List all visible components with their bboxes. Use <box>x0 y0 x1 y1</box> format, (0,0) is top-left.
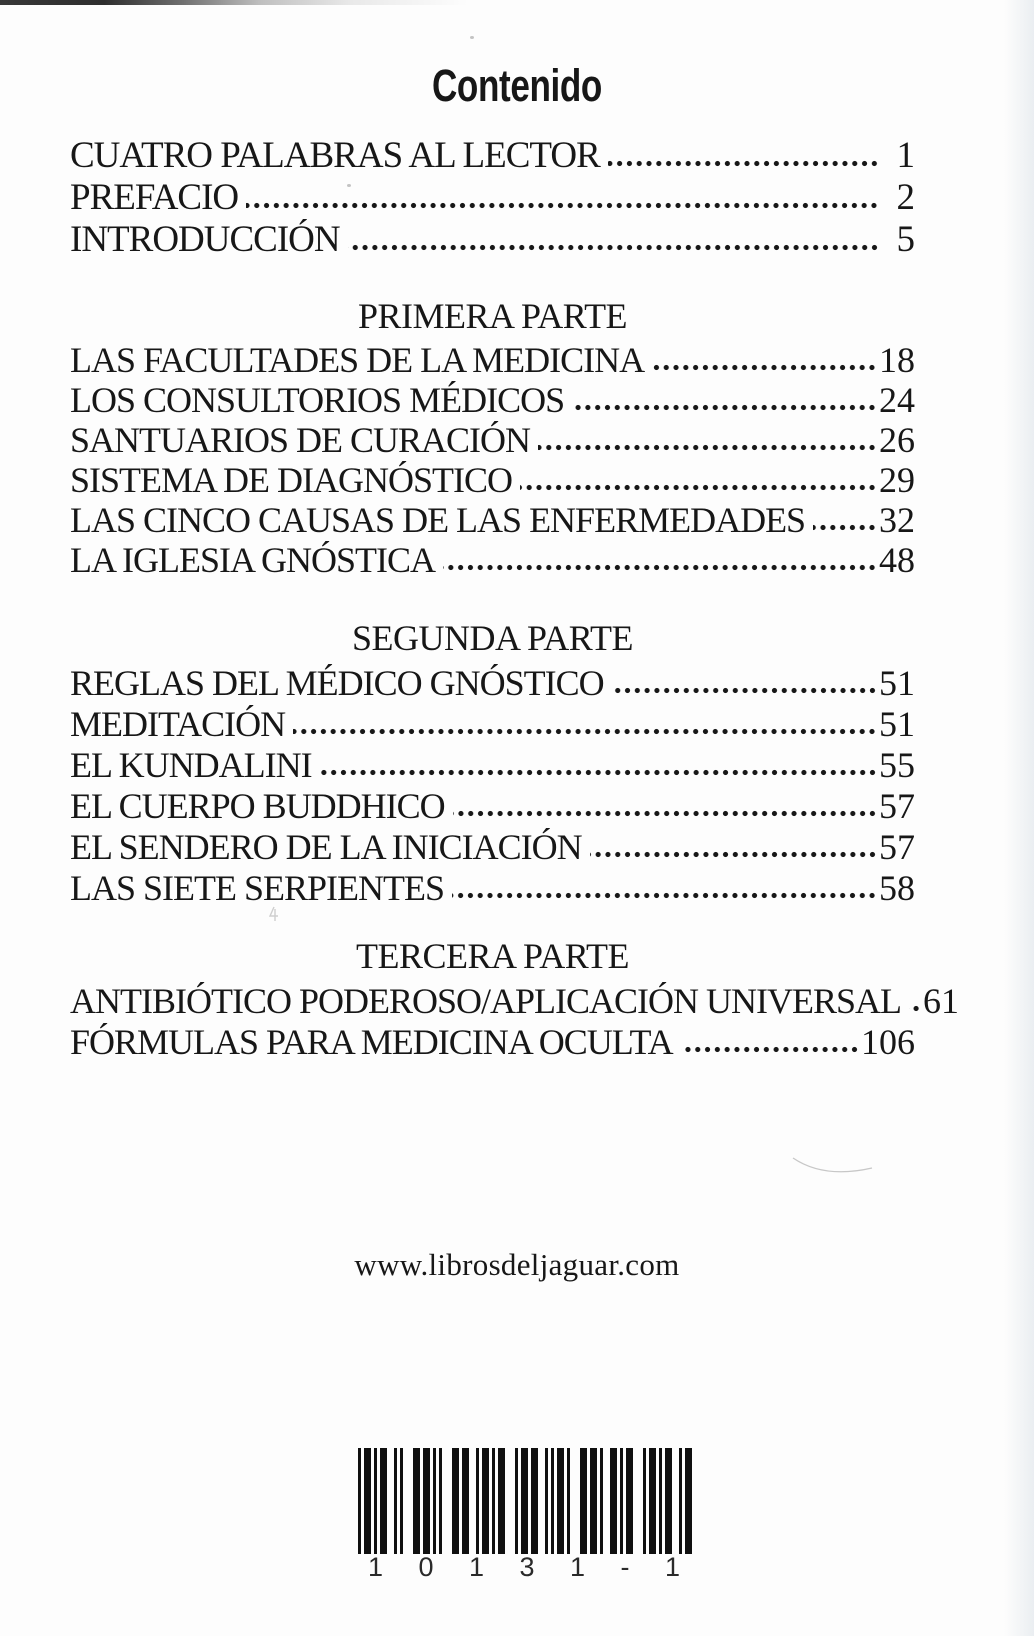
toc-entry-page: 18 <box>879 340 915 380</box>
barcode-bar <box>531 1448 538 1554</box>
barcode-bar <box>482 1448 489 1554</box>
barcode-bar <box>364 1448 371 1554</box>
dot-leader <box>652 364 877 371</box>
dot-leader <box>246 202 879 209</box>
toc-entry <box>70 132 915 174</box>
website-url: www.librosdeljaguar.com <box>354 1247 680 1282</box>
barcode-bar <box>600 1448 603 1554</box>
barcode-digit: 1 <box>664 1552 680 1582</box>
scan-artifact-mark <box>266 904 282 924</box>
toc-entry-page: 48 <box>879 540 915 580</box>
toc-entry <box>70 538 915 578</box>
barcode-bar <box>590 1448 597 1554</box>
barcode-bar <box>462 1448 469 1554</box>
toc-entry-label: EL SENDERO DE LA INICIACIÓN <box>70 827 582 867</box>
barcode-bar <box>521 1448 528 1554</box>
barcode-bar <box>413 1448 420 1554</box>
toc-entry-page: 5 <box>896 219 915 260</box>
barcode-bar <box>679 1448 682 1554</box>
barcode-bar <box>498 1448 505 1554</box>
toc-entry-label: LAS FACULTADES DE LA MEDICINA <box>70 340 645 380</box>
toc-entry-page: 106 <box>861 1022 915 1062</box>
dot-leader <box>590 851 877 858</box>
toc-entry-label: LAS CINCO CAUSAS DE LAS ENFERMEDADES <box>70 500 806 540</box>
dot-leader <box>348 244 879 251</box>
barcode-digit: - <box>620 1552 630 1582</box>
toc-entry <box>70 216 915 258</box>
dot-leader <box>612 687 877 694</box>
toc-entry <box>70 1019 915 1060</box>
dot-leader <box>452 892 877 899</box>
scan-artifact-speck <box>470 36 474 39</box>
toc-entry-page: 57 <box>879 786 915 826</box>
section-heading: PRIMERA PARTE <box>357 296 628 336</box>
toc-entry-page: 2 <box>896 177 915 218</box>
toc-entry-page: 32 <box>879 500 915 540</box>
barcode-bar <box>433 1448 436 1554</box>
section-heading: SEGUNDA PARTE <box>351 618 634 658</box>
scan-artifact-speck <box>347 184 351 187</box>
toc-entry-page: 55 <box>879 745 915 785</box>
barcode-bar <box>567 1448 570 1554</box>
barcode-bar <box>643 1448 646 1554</box>
toc-entry <box>70 418 915 458</box>
toc-entry-label: PREFACIO <box>70 177 239 218</box>
toc-entry <box>70 978 959 1021</box>
barcode-bar <box>685 1448 692 1554</box>
toc-entry-label: EL CUERPO BUDDHICO <box>70 786 445 826</box>
barcode-digit: 0 <box>418 1552 434 1582</box>
toc-entry-label: LA IGLESIA GNÓSTICA <box>70 540 435 580</box>
toc-entry <box>70 783 915 824</box>
barcode-bar <box>545 1448 548 1554</box>
toc-entry-page: 24 <box>879 380 915 420</box>
toc-entry <box>70 660 915 701</box>
barcode-bar <box>626 1448 633 1554</box>
toc-entry <box>70 824 915 865</box>
toc-entry <box>70 865 915 906</box>
toc-entry-page: 61 <box>923 981 959 1021</box>
dot-leader <box>608 160 879 167</box>
intro-entries <box>70 132 915 258</box>
barcode-bar <box>439 1448 442 1554</box>
dot-leader <box>538 444 877 451</box>
dot-leader <box>813 524 877 531</box>
toc-entry-label: REGLAS DEL MÉDICO GNÓSTICO <box>70 663 604 703</box>
dot-leader <box>681 1046 859 1053</box>
barcode-bar <box>476 1448 479 1554</box>
toc-entry-page: 57 <box>879 827 915 867</box>
section-entries <box>70 338 915 578</box>
toc-entry-label: LAS SIETE SERPIENTES <box>70 868 445 908</box>
barcode-bar <box>380 1448 387 1554</box>
toc-intro-block <box>70 132 915 258</box>
toc-entry-label: SISTEMA DE DIAGNÓSTICO <box>70 460 513 500</box>
barcode-digit: 1 <box>469 1552 485 1582</box>
toc-entry-label: ANTIBIÓTICO PODEROSO/APLICACIÓN UNIVERSAL <box>70 981 901 1021</box>
barcode-bar <box>515 1448 518 1554</box>
barcode-bar <box>394 1448 397 1554</box>
barcode-bar <box>492 1448 495 1554</box>
dot-leader <box>293 728 877 735</box>
barcode-bar <box>580 1448 587 1554</box>
toc-entry-label: INTRODUCCIÓN <box>70 219 340 260</box>
dot-leader <box>572 404 877 411</box>
barcode-digit: 1 <box>368 1552 384 1582</box>
toc-section-primera <box>70 294 915 578</box>
toc-entry-page: 51 <box>879 704 915 744</box>
scan-artifact-top-edge <box>0 0 650 5</box>
toc-entry <box>70 701 915 742</box>
barcode-bar <box>610 1448 617 1554</box>
toc-entry-label: SANTUARIOS DE CURACIÓN <box>70 420 531 460</box>
toc-entry-page: 1 <box>896 135 915 176</box>
barcode-bar <box>400 1448 403 1554</box>
toc-entry-label: LOS CONSULTORIOS MÉDICOS <box>70 380 565 420</box>
barcode-bar <box>557 1448 564 1554</box>
toc-entry <box>70 458 915 498</box>
dot-leader <box>320 769 877 776</box>
page-title-wrap <box>0 62 1034 110</box>
barcode-digit: 3 <box>519 1552 535 1582</box>
section-entries <box>70 660 915 906</box>
toc-entry <box>70 498 915 538</box>
barcode-digits <box>368 1552 680 1583</box>
toc-entry <box>70 742 915 783</box>
barcode-bar <box>374 1448 377 1554</box>
toc-entry-page: 29 <box>879 460 915 500</box>
barcode-bar <box>423 1448 430 1554</box>
dot-leader <box>520 484 877 491</box>
toc-entry <box>70 378 915 418</box>
barcode-bar <box>358 1448 361 1554</box>
dot-leader <box>909 1005 921 1012</box>
page-title: Contenido <box>431 60 602 111</box>
barcode-bar <box>551 1448 554 1554</box>
barcode-digit: 1 <box>570 1552 586 1582</box>
barcode <box>358 1448 692 1554</box>
barcode-bar <box>620 1448 623 1554</box>
scan-artifact-curve <box>790 1152 876 1180</box>
toc-entry <box>70 338 915 378</box>
toc-entry-page: 51 <box>879 663 915 703</box>
section-heading: TERCERA PARTE <box>355 936 630 976</box>
toc-entry-label: EL KUNDALINI <box>70 745 312 785</box>
toc-entry <box>70 174 915 216</box>
scan-artifact-edge-shade <box>1004 0 1034 1636</box>
toc-entry-page: 26 <box>879 420 915 460</box>
barcode-bar <box>665 1448 672 1554</box>
barcode-bar <box>659 1448 662 1554</box>
toc-section-tercera <box>70 934 959 1062</box>
toc-section-segunda <box>70 616 915 906</box>
toc-entry-label: FÓRMULAS PARA MEDICINA OCULTA <box>70 1022 673 1062</box>
toc-entry-page: 58 <box>879 868 915 908</box>
barcode-bar <box>452 1448 459 1554</box>
dot-leader <box>443 564 877 571</box>
barcode-bar <box>649 1448 656 1554</box>
toc-entry-label: MEDITACIÓN <box>70 704 286 744</box>
dot-leader <box>453 810 877 817</box>
toc-entry-label: CUATRO PALABRAS AL LECTOR <box>70 135 600 176</box>
section-entries <box>70 978 959 1062</box>
